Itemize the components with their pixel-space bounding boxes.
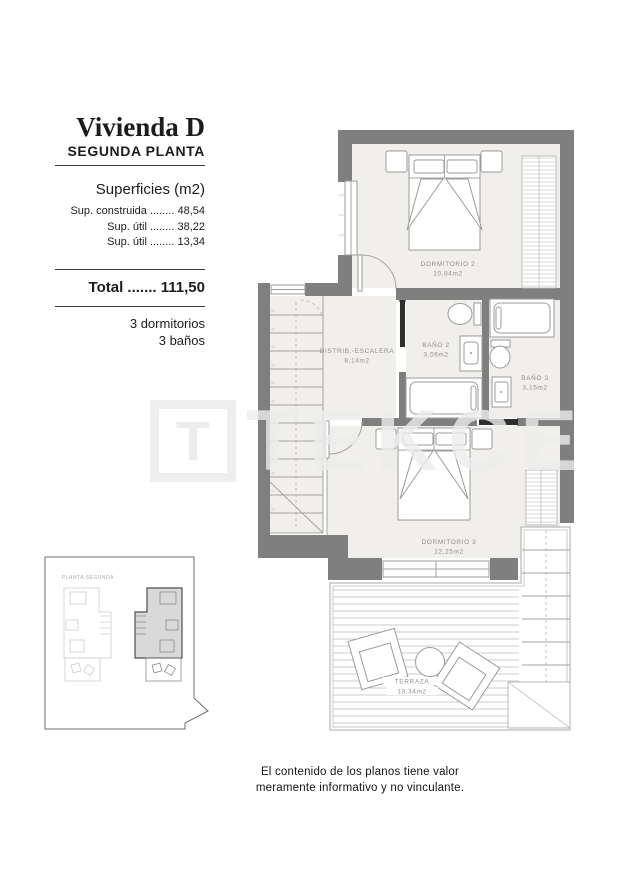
sink <box>460 336 482 371</box>
disclaimer-line2: meramente informativo y no vinculante. <box>255 781 465 794</box>
surface-row: Sup. útil ........ 13,34 <box>107 236 205 248</box>
locator-label: PLANTA SEGUNDA <box>62 575 114 581</box>
page-title: Vivienda D <box>76 112 205 142</box>
pillow <box>403 433 433 445</box>
nightstand <box>376 429 396 449</box>
room-area-terraza: 13,34m2 <box>397 688 427 696</box>
pillow <box>436 433 466 445</box>
feature-bedrooms: 3 dormitorios <box>129 315 205 331</box>
surface-row: Sup. útil ........ 38,22 <box>107 220 205 233</box>
room-label-dormitorio3: DORMITORIO 3 <box>421 539 477 546</box>
sink <box>492 377 511 407</box>
door-leaf-bano3 <box>479 419 518 425</box>
door-leaf-bano2 <box>400 300 405 347</box>
room-area-bano3: 3,15m2 <box>522 384 548 392</box>
toilet <box>448 303 481 325</box>
window-stairwell <box>271 285 305 294</box>
surfaces-heading: Superficies (m2) <box>95 181 205 198</box>
window-dormitorio3-terrace <box>383 561 489 577</box>
locator-plan <box>45 557 208 729</box>
bathtub <box>490 299 554 337</box>
surface-row: Sup. construida ........ 48,54 <box>70 205 205 217</box>
floor-subtitle: SEGUNDA PLANTA <box>67 143 205 159</box>
watermark-text: TEKCE <box>246 393 588 489</box>
disclaimer <box>150 765 570 796</box>
pillow <box>447 160 477 173</box>
feature-bathrooms: 3 baños <box>158 332 205 348</box>
room-label-distribuidor: DISTRIB.-ESCALERA <box>319 348 395 355</box>
nightstand <box>481 151 502 172</box>
room-label-bano2: BAÑO 2 <box>422 342 450 349</box>
disclaimer-line1: El contenido de los planos tiene valor <box>260 766 460 778</box>
room-area-dormitorio3: 12,25m2 <box>434 548 464 556</box>
pillow <box>414 160 444 173</box>
exterior-stair-landing <box>508 682 570 728</box>
wardrobe <box>526 470 557 525</box>
bathtub <box>406 378 482 418</box>
window-dormitorio2 <box>339 181 357 255</box>
nightstand <box>472 429 492 449</box>
wardrobe <box>522 156 556 288</box>
room-area-distribuidor: 8,14m2 <box>344 357 370 365</box>
total-surface: Total ....... 111,50 <box>88 278 205 296</box>
room-area-bano2: 3,56m2 <box>423 351 449 359</box>
nightstand <box>386 151 407 172</box>
watermark-logo-letter: T <box>175 409 211 472</box>
room-label-bano3: BAÑO 3 <box>521 375 549 382</box>
room-label-dormitorio2: DORMITORIO 2 <box>420 261 476 268</box>
toilet <box>490 340 510 368</box>
room-area-dormitorio2: 10,84m2 <box>433 270 463 278</box>
room-label-terraza: TERRAZA <box>394 678 430 686</box>
